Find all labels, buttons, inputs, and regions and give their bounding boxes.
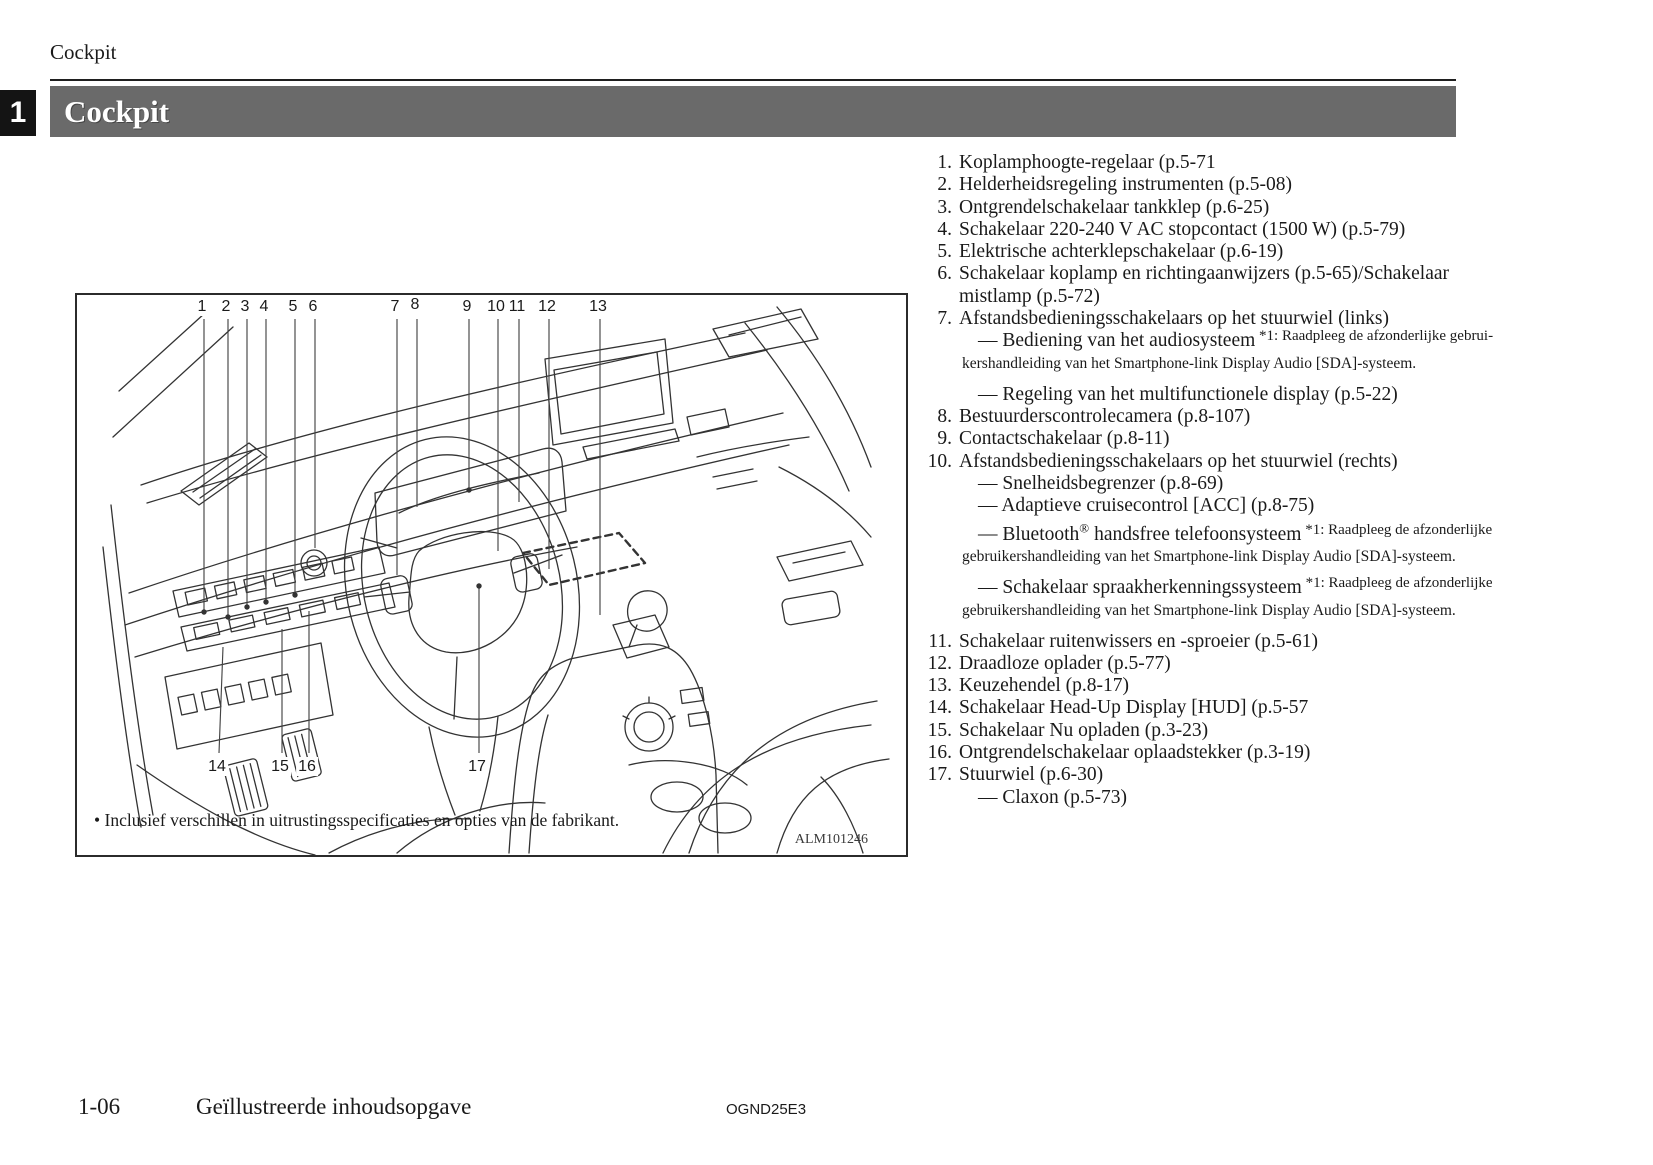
item-number: 17. (927, 764, 952, 786)
footnote-ref: *1: Raadpleeg de afzonderlijke (1301, 521, 1493, 538)
parts-list-subitem (962, 575, 1518, 620)
footer-doc-code: OGND25E3 (726, 1101, 807, 1118)
item-text: Keuzehendel (p.8-17) (959, 675, 1130, 697)
item-text: Ontgrendelschakelaar tankklep (p.6-25) (959, 196, 1270, 218)
item-number: 15. (927, 719, 952, 741)
figure-callout-6: 6 (308, 298, 318, 315)
parts-list-item (912, 152, 1512, 174)
cockpit-line-drawing (77, 295, 906, 855)
item-number: 16. (927, 742, 952, 764)
figure-callout-9: 9 (462, 298, 472, 315)
item-text: Ontgrendelschakelaar oplaadstekker (p.3-19) (959, 742, 1311, 764)
figure-callout-14: 14 (208, 758, 226, 775)
figure-callout-3: 3 (240, 298, 250, 315)
figure-callout-7: 7 (390, 298, 400, 315)
item-number: 2. (937, 174, 952, 196)
figure-caption: • Inclusief verschillen in uitrustingsspecificaties en opties van de fabrikant. (94, 810, 620, 830)
parts-list-subitem (962, 328, 1518, 373)
item-number: 6. (937, 263, 952, 285)
figure-callout-15: 15 (271, 758, 289, 775)
item-text: Afstandsbedieningsschakelaars op het stuurwiel (links) (959, 308, 1389, 330)
item-text: Helderheidsregeling instrumenten (p.5-08) (959, 174, 1293, 196)
dash: — (978, 472, 998, 494)
figure-callout-12: 12 (538, 298, 556, 315)
parts-list-item (912, 197, 1512, 219)
figure-callout-17: 17 (468, 758, 486, 775)
dash: — (978, 577, 998, 599)
item-text: Afstandsbedieningsschakelaars op het stuurwiel (rechts) (959, 450, 1398, 472)
dash: — (978, 786, 998, 808)
parts-list-subitem (962, 517, 1518, 567)
parts-list-subitem (978, 384, 1518, 406)
item-text: Schakelaar Nu opladen (p.3-23) (959, 719, 1209, 741)
subitem-text: Claxon (p.5-73) (1002, 786, 1127, 808)
item-number: 11. (928, 630, 952, 652)
parts-list-item (912, 764, 1512, 786)
figure-callout-16: 16 (298, 758, 316, 775)
subitem-text: Bediening van het audiosysteem (1002, 330, 1256, 352)
running-head: Cockpit (50, 40, 117, 64)
figure-image-code: ALM101246 (794, 832, 868, 847)
chapter-number-tab: 1 (0, 90, 36, 136)
item-text: Bestuurderscontrolecamera (p.8-107) (959, 405, 1251, 427)
subitem-text: Snelheidsbegrenzer (p.8-69) (1002, 472, 1224, 494)
subitem-text: Adaptieve cruisecontrol [ACC] (p.8-75) (1001, 495, 1315, 517)
figure-callout-1: 1 (197, 298, 207, 315)
figure-callout-13: 13 (589, 298, 607, 315)
parts-list-item (912, 428, 1512, 450)
figure-callout-8: 8 (410, 296, 420, 313)
item-number: 13. (927, 675, 952, 697)
item-number: 9. (937, 428, 952, 450)
subitem-text: Schakelaar spraakherkenningssysteem (1002, 577, 1302, 599)
dash: — (978, 330, 998, 352)
item-text: Schakelaar Head-Up Display [HUD] (p.5-57 (959, 697, 1309, 719)
parts-list-item (912, 406, 1512, 428)
figure-callout-2: 2 (221, 298, 231, 315)
parts-list-item (912, 241, 1512, 263)
section-banner (50, 86, 1456, 137)
parts-list-item (912, 720, 1512, 742)
parts-list-item (912, 675, 1512, 697)
parts-list-item (912, 263, 1512, 308)
item-number: 12. (927, 652, 952, 674)
item-number: 14. (927, 697, 952, 719)
parts-list-item (912, 451, 1512, 473)
footnote-text: gebruikershandleiding van het Smartphone-link Display Audio [SDA]-systeem. (962, 548, 1456, 566)
subitem-text: Regeling van het multifunctionele display (p.5-22) (1002, 383, 1398, 405)
item-number: 10. (927, 450, 952, 472)
cockpit-figure (75, 293, 908, 857)
header-rule (50, 79, 1456, 81)
footnote-ref: *1: Raadpleeg de afzonderlijke gebrui- (1255, 328, 1494, 345)
footer-title: Geïllustreerde inhoudsopgave (196, 1094, 472, 1119)
parts-list-item (912, 742, 1512, 764)
parts-list-subitem (978, 473, 1518, 495)
dash: — (978, 495, 998, 517)
item-text: Draadloze oplader (p.5-77) (959, 652, 1171, 674)
footnote-text: kershandleiding van het Smartphone-link Display Audio [SDA]-systeem. (962, 354, 1417, 372)
parts-list-item (912, 631, 1512, 653)
item-text: Schakelaar ruitenwissers en -sproeier (p.5-61) (959, 630, 1318, 652)
item-text: Elektrische achterklepschakelaar (p.6-19) (959, 241, 1284, 263)
figure-callout-10: 10 (487, 298, 505, 315)
item-number: 5. (937, 241, 952, 263)
item-number: 1. (937, 152, 952, 173)
parts-list-subitem (978, 787, 1518, 809)
item-text: Schakelaar 220-240 V AC stopcontact (1500 W) (p.5-79) (959, 218, 1406, 240)
parts-list-item (912, 219, 1512, 241)
figure-callout-11: 11 (508, 298, 526, 315)
parts-list-item (912, 697, 1512, 719)
section-title: Cockpit (64, 93, 170, 129)
item-text: Koplamphoogte-regelaar (p.5-71 (959, 152, 1216, 173)
item-number: 4. (937, 218, 952, 240)
parts-list-subitem (978, 495, 1518, 517)
item-text: Stuurwiel (p.6-30) (959, 764, 1104, 786)
figure-callout-4: 4 (259, 298, 269, 315)
item-number: 3. (937, 196, 952, 218)
dash: — (978, 523, 998, 545)
item-number: 8. (937, 405, 952, 427)
subitem-text: Bluetooth® handsfree telefoonsysteem (1002, 520, 1302, 545)
parts-list (912, 152, 1512, 809)
parts-list-item (912, 174, 1512, 196)
dash: — (978, 383, 998, 405)
footer-page-number: 1-06 (78, 1094, 121, 1119)
parts-list-item (912, 653, 1512, 675)
item-text: Schakelaar koplamp en richtingaanwijzers (p.5-65)/Schakelaar mistlamp (p.5-72) (959, 263, 1450, 307)
footnote-ref: *1: Raadpleeg de afzonderlijke (1301, 575, 1493, 592)
item-number: 7. (937, 308, 952, 330)
footnote-text: gebruikershandleiding van het Smartphone-link Display Audio [SDA]-systeem. (962, 601, 1456, 619)
item-text: Contactschakelaar (p.8-11) (959, 428, 1170, 450)
figure-callout-5: 5 (288, 298, 298, 315)
